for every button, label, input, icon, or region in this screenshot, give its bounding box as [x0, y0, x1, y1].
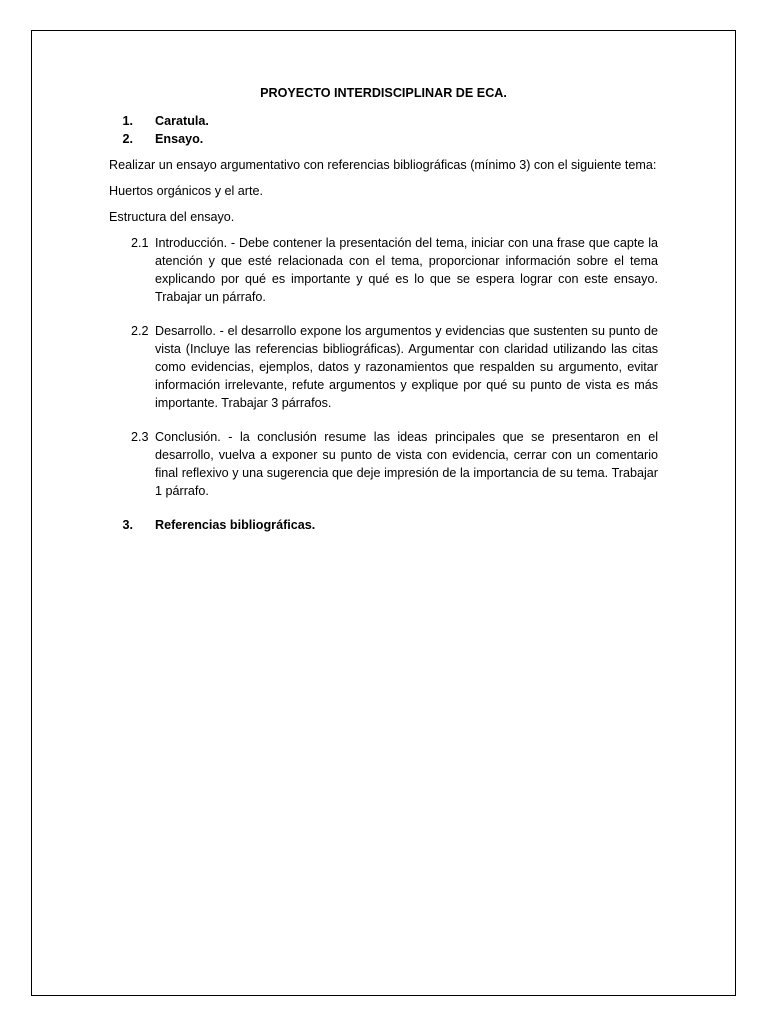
document-title: PROYECTO INTERDISCIPLINAR DE ECA.	[260, 86, 507, 100]
list-item-label: Referencias bibliográficas.	[155, 518, 316, 532]
main-list	[109, 112, 658, 148]
list-item-number: 3.	[122, 518, 133, 532]
section-introduccion	[109, 234, 658, 306]
list-item-label: Ensayo.	[155, 132, 204, 146]
topic-line: Huertos orgánicos y el arte.	[109, 184, 263, 198]
document-body	[109, 84, 658, 534]
list-item-number: 1.	[122, 114, 133, 128]
structure-sections	[109, 234, 658, 500]
section-number: 2.2	[131, 324, 149, 338]
section-conclusion	[109, 428, 658, 500]
intro-paragraph: Realizar un ensayo argumentativo con referencias bibliográficas (mínimo 3) con el siguiente tema:	[109, 158, 657, 172]
section-number: 2.3	[131, 430, 149, 444]
references-item	[109, 516, 658, 534]
list-item	[109, 130, 658, 148]
structure-heading: Estructura del ensayo.	[109, 210, 235, 224]
section-text: Introducción. - Debe contener la presentación del tema, iniciar con una frase que capte la atención y que esté relacionada con el tema, proporcionar información sobre el tema explicando por qué es importante y qué es lo que se espera lograr con este ensayo. Trabajar un párrafo.	[155, 236, 658, 304]
section-text: Conclusión. - la conclusión resume las ideas principales que se presentaron en el desarrollo, vuelva a exponer su punto de vista con evidencia, cerrar con un comentario final reflexivo y una sugerencia que deje impresión de la importancia de su tema. Trabajar 1 párrafo.	[155, 430, 658, 498]
section-number: 2.1	[131, 236, 149, 250]
list-item-label: Caratula.	[155, 114, 209, 128]
list-item-number: 2.	[122, 132, 133, 146]
section-text: Desarrollo. - el desarrollo expone los argumentos y evidencias que sustenten su punto de vista (Incluye las referencias bibliográficas). Argumentar con claridad utilizando las citas como evidencias, ejemplos, datos y razonamientos que respalden su argumento, evitar información irrelevante, refute argumentos y explique por qué su punto de vista es más importante. Trabajar 3 párrafos.	[155, 324, 658, 410]
section-desarrollo	[109, 322, 658, 412]
list-item	[109, 112, 658, 130]
